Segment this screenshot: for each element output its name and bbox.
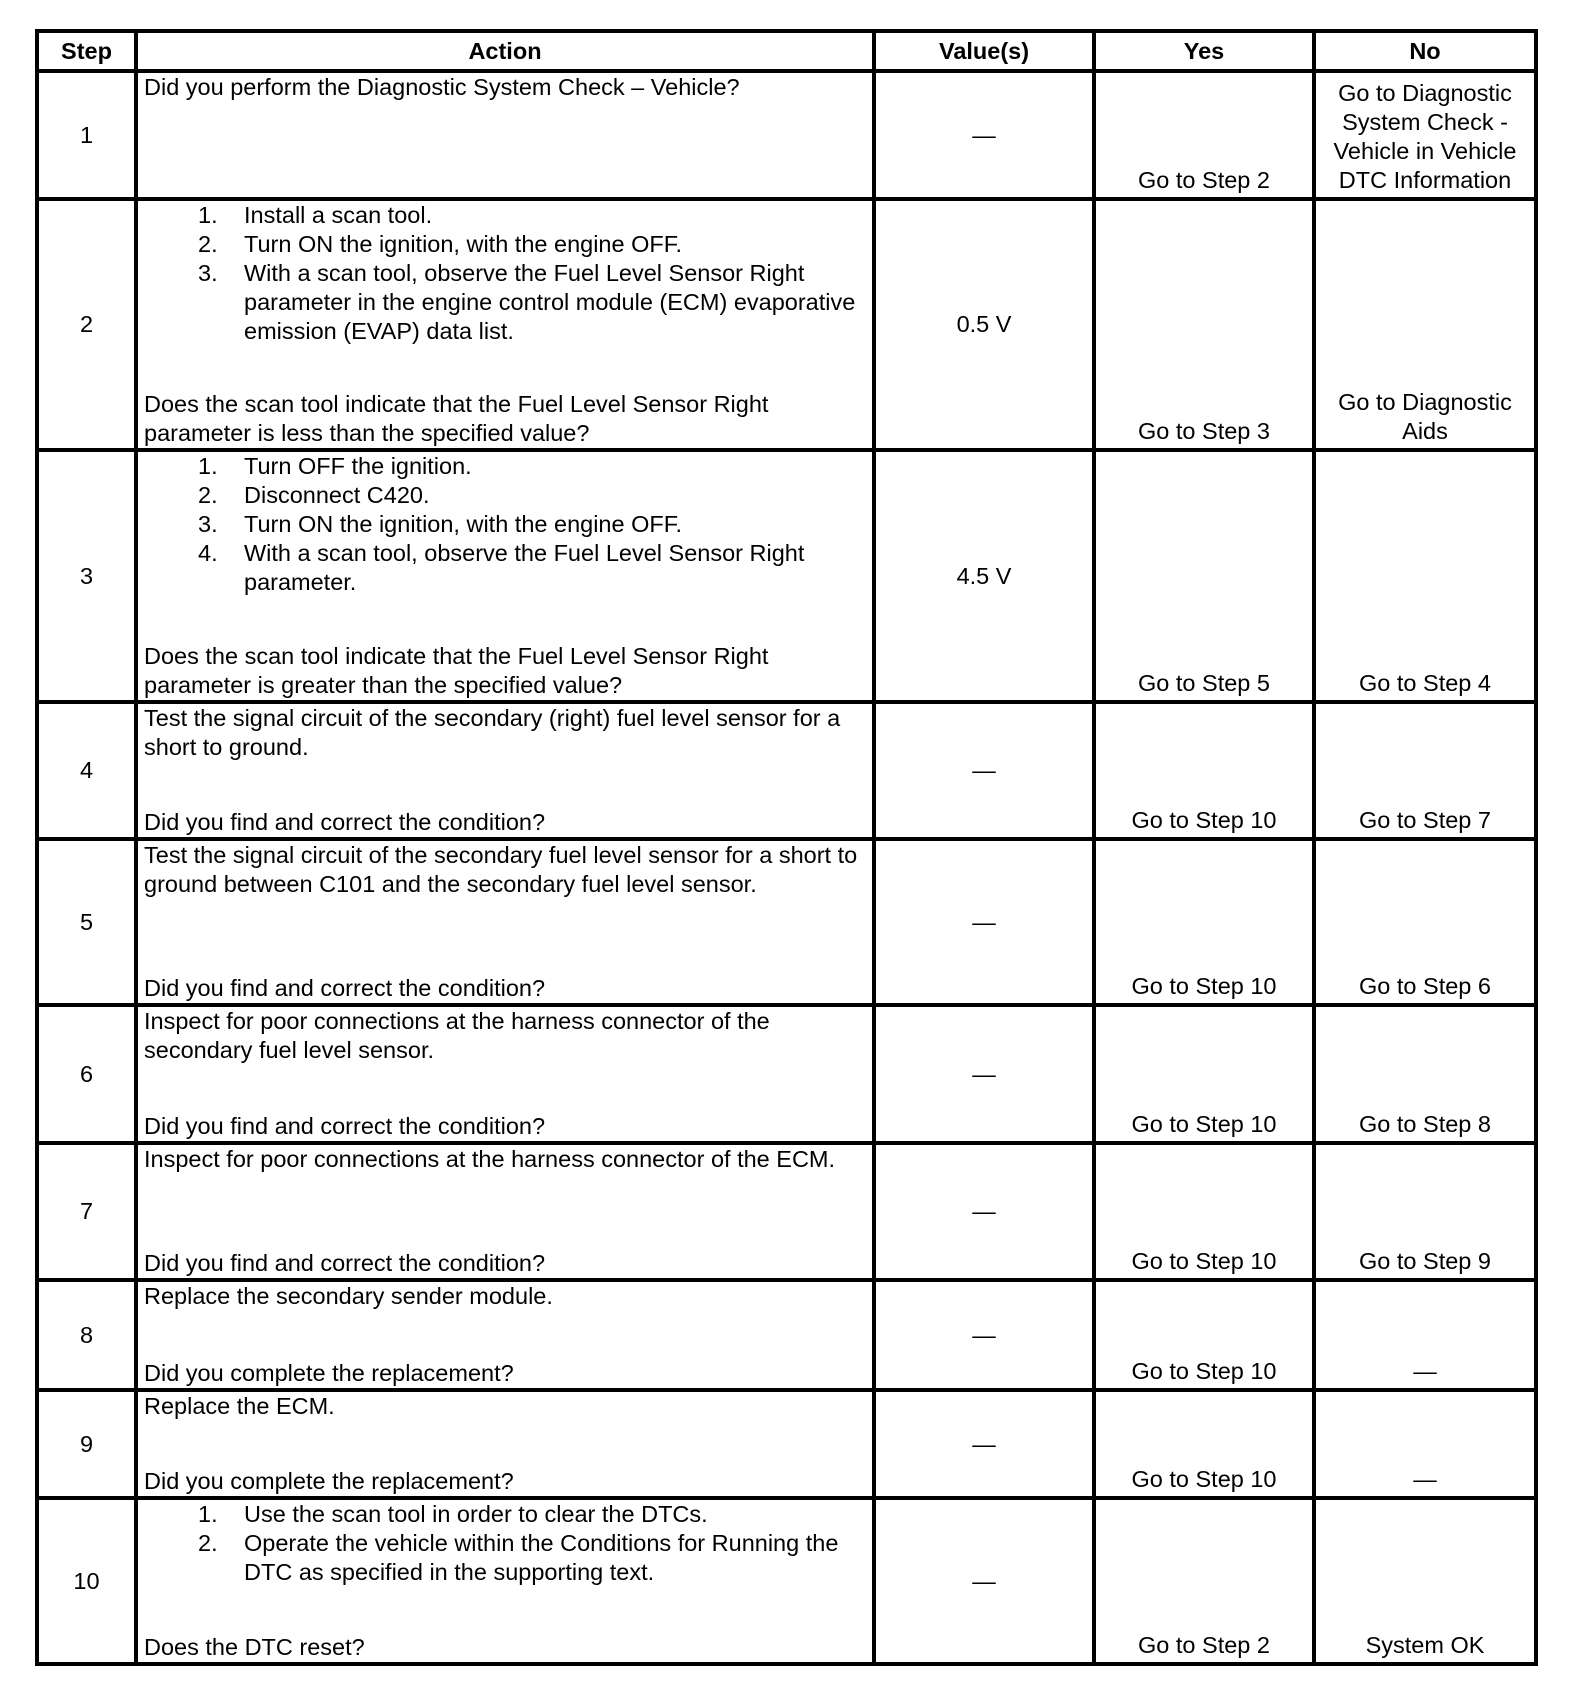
action-list-item: 1. Use the scan tool in order to clear the DTCs. — [198, 1501, 708, 1527]
table-row — [37, 450, 1536, 702]
action-question: Does the scan tool indicate that the Fuel Level Sensor Right parameter is less than the specified value? — [144, 391, 769, 446]
no-cell: Go to Step 9 — [1314, 1143, 1536, 1280]
action-question: Does the DTC reset? — [144, 1634, 365, 1660]
value-cell: — — [874, 71, 1094, 199]
table-row — [37, 1390, 1536, 1498]
action-text: Test the signal circuit of the secondary (right) fuel level sensor for a short to ground. — [144, 705, 841, 760]
action-list-item: 2. Turn ON the ignition, with the engine OFF. — [198, 231, 683, 257]
header-action: Action — [136, 31, 874, 71]
no-cell: Go to Step 8 — [1314, 1005, 1536, 1143]
action-cell — [136, 1143, 874, 1280]
no-cell: Go to Step 4 — [1314, 450, 1536, 702]
table-row — [37, 702, 1536, 839]
no-cell: System OK — [1314, 1498, 1536, 1664]
header-row — [37, 31, 1536, 71]
action-question: Did you complete the replacement? — [144, 1468, 514, 1494]
action-question: Did you complete the replacement? — [144, 1360, 514, 1386]
step-number: 3 — [37, 450, 136, 702]
step-number: 7 — [37, 1143, 136, 1280]
action-question: Did you find and correct the condition? — [144, 1250, 546, 1276]
yes-cell: Go to Step 10 — [1094, 1143, 1314, 1280]
table-row — [37, 1143, 1536, 1280]
action-cell — [136, 839, 874, 1005]
yes-cell: Go to Step 10 — [1094, 1005, 1314, 1143]
value-cell: — — [874, 702, 1094, 839]
table-row — [37, 839, 1536, 1005]
action-list-item: 1. Turn OFF the ignition. — [198, 453, 472, 479]
action-list-item: 4. With a scan tool, observe the Fuel Level Sensor Right parameter. — [198, 540, 805, 595]
step-number: 6 — [37, 1005, 136, 1143]
action-cell — [136, 450, 874, 702]
action-list — [144, 201, 866, 346]
yes-cell: Go to Step 2 — [1094, 71, 1314, 199]
yes-cell: Go to Step 10 — [1094, 1390, 1314, 1498]
table-row — [37, 1280, 1536, 1390]
table-row — [37, 1005, 1536, 1143]
value-cell: — — [874, 1390, 1094, 1498]
value-cell: — — [874, 839, 1094, 1005]
value-cell: — — [874, 1280, 1094, 1390]
action-list-item: 2. Disconnect C420. — [198, 482, 430, 508]
action-list-item: 2. Operate the vehicle within the Conditions for Running the DTC as specified in the supporting text. — [198, 1530, 839, 1585]
action-question: Did you find and correct the condition? — [144, 809, 546, 835]
yes-cell: Go to Step 10 — [1094, 702, 1314, 839]
step-number: 2 — [37, 199, 136, 450]
action-cell — [136, 1390, 874, 1498]
no-cell: Go to Step 6 — [1314, 839, 1536, 1005]
action-question: Does the scan tool indicate that the Fuel Level Sensor Right parameter is greater than the specified value? — [144, 643, 769, 698]
yes-cell: Go to Step 10 — [1094, 839, 1314, 1005]
header-yes: Yes — [1094, 31, 1314, 71]
no-cell: — — [1314, 1390, 1536, 1498]
action-text: Inspect for poor connections at the harness connector of the ECM. — [144, 1146, 836, 1172]
value-cell: — — [874, 1005, 1094, 1143]
step-number: 9 — [37, 1390, 136, 1498]
yes-cell: Go to Step 3 — [1094, 199, 1314, 450]
value-cell: — — [874, 1498, 1094, 1664]
action-list-item: 3. With a scan tool, observe the Fuel Level Sensor Right parameter in the engine control module (ECM) evaporative emission (EVAP) data list. — [198, 260, 856, 344]
action-cell — [136, 199, 874, 450]
header-step: Step — [37, 31, 136, 71]
action-text: Did you perform the Diagnostic System Check – Vehicle? — [144, 74, 740, 100]
action-cell — [136, 1280, 874, 1390]
action-text: Test the signal circuit of the secondary fuel level sensor for a short to ground between C101 and the secondary fuel level sensor. — [144, 842, 858, 897]
action-list — [144, 1500, 866, 1587]
yes-cell: Go to Step 5 — [1094, 450, 1314, 702]
action-list — [144, 452, 866, 597]
action-list-item: 3. Turn ON the ignition, with the engine OFF. — [198, 511, 683, 537]
header-values: Value(s) — [874, 31, 1094, 71]
no-cell: Go to Diagnostic System Check - Vehicle in Vehicle DTC Information — [1314, 71, 1536, 199]
value-cell: — — [874, 1143, 1094, 1280]
action-list-item: 1. Install a scan tool. — [198, 202, 433, 228]
step-number: 5 — [37, 839, 136, 1005]
value-cell: 0.5 V — [874, 199, 1094, 450]
yes-cell: Go to Step 2 — [1094, 1498, 1314, 1664]
diagnostic-table — [35, 29, 1538, 1666]
no-cell: Go to Step 7 — [1314, 702, 1536, 839]
step-number: 4 — [37, 702, 136, 839]
action-cell — [136, 1498, 874, 1664]
yes-cell: Go to Step 10 — [1094, 1280, 1314, 1390]
header-no: No — [1314, 31, 1536, 71]
action-question: Did you find and correct the condition? — [144, 1113, 546, 1139]
no-cell: — — [1314, 1280, 1536, 1390]
step-number: 8 — [37, 1280, 136, 1390]
action-cell — [136, 71, 874, 199]
table-row — [37, 199, 1536, 450]
table-row — [37, 1498, 1536, 1664]
action-text: Replace the secondary sender module. — [144, 1283, 553, 1309]
step-number: 10 — [37, 1498, 136, 1664]
step-number: 1 — [37, 71, 136, 199]
no-cell: Go to Diagnostic Aids — [1314, 199, 1536, 450]
value-cell: 4.5 V — [874, 450, 1094, 702]
action-text: Inspect for poor connections at the harness connector of the secondary fuel level sensor. — [144, 1008, 770, 1063]
table-row — [37, 71, 1536, 199]
action-text: Replace the ECM. — [144, 1393, 335, 1419]
action-question: Did you find and correct the condition? — [144, 975, 546, 1001]
action-cell — [136, 1005, 874, 1143]
action-cell — [136, 702, 874, 839]
